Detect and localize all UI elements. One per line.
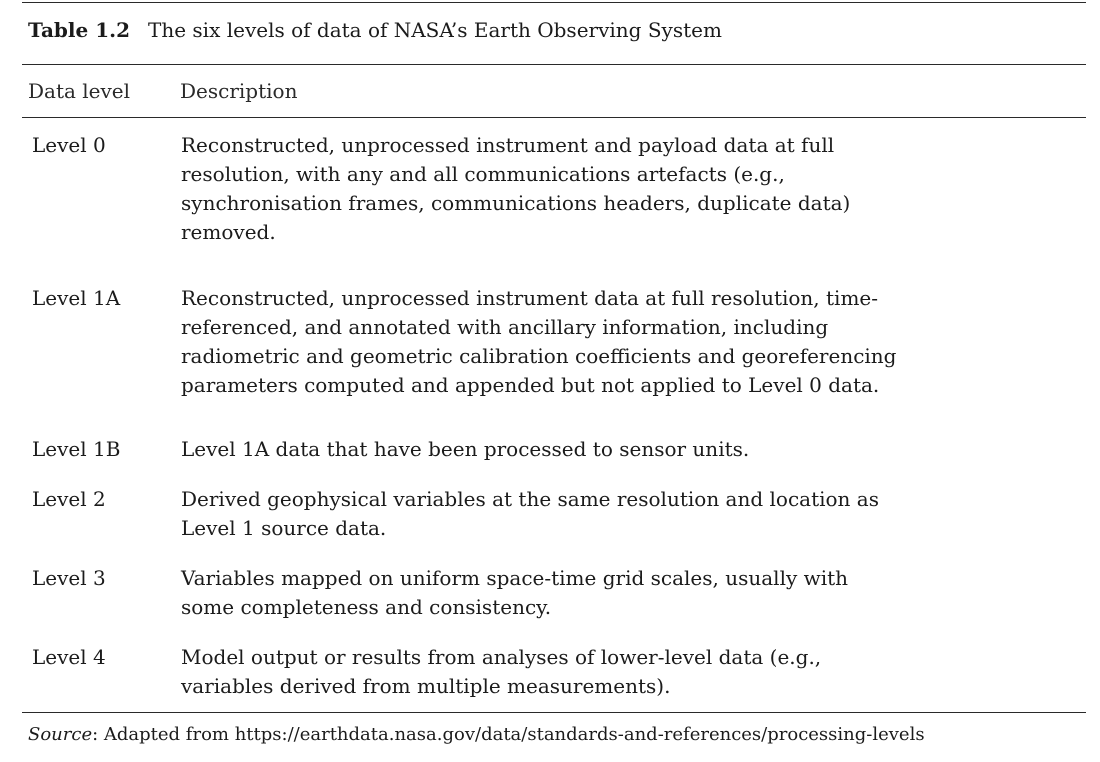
description-line: synchronisation frames, communications headers, duplicate data) — [181, 191, 851, 215]
table-title: The six levels of data of NASA’s Earth Observing System — [148, 18, 722, 42]
table-caption — [28, 14, 722, 46]
description-line: some completeness and consistency. — [181, 595, 552, 619]
description-line: removed. — [181, 220, 276, 244]
subheader-rule — [22, 117, 1086, 118]
column-header-description: Description — [180, 79, 298, 103]
description-line: Derived geophysical variables at the same resolution and location as — [181, 487, 879, 511]
description-line: Reconstructed, unprocessed instrument data at full resolution, time- — [181, 286, 879, 310]
row-level: Level 2 — [32, 487, 106, 511]
description-line: variables derived from multiple measurements). — [181, 674, 671, 698]
description-line: Level 1 source data. — [181, 516, 387, 540]
row-description — [181, 131, 1081, 247]
row-level: Level 1B — [32, 437, 121, 461]
description-line: Variables mapped on uniform space-time grid scales, usually with — [181, 566, 849, 590]
row-description — [181, 435, 1081, 464]
row-level: Level 4 — [32, 645, 106, 669]
row-description — [181, 485, 1081, 543]
header-rule — [22, 64, 1086, 65]
source-label: Source — [28, 724, 93, 745]
top-rule — [22, 2, 1086, 3]
description-line: resolution, with any and all communications artefacts (e.g., — [181, 162, 785, 186]
description-line: parameters computed and appended but not applied to Level 0 data. — [181, 373, 880, 397]
row-level: Level 0 — [32, 133, 106, 157]
description-line: radiometric and geometric calibration coefficients and georeferencing — [181, 344, 897, 368]
source-text: : Adapted from https://earthdata.nasa.gov/data/standards-and-references/processing-levels — [92, 724, 925, 745]
table-label: Table 1.2 — [28, 18, 130, 42]
column-header-data-level: Data level — [28, 79, 131, 103]
row-description — [181, 643, 1081, 701]
source-note — [28, 720, 925, 750]
description-line: Level 1A data that have been processed to sensor units. — [181, 437, 750, 461]
row-description — [181, 564, 1081, 622]
row-description — [181, 284, 1081, 400]
row-level: Level 1A — [32, 286, 121, 310]
description-line: referenced, and annotated with ancillary information, including — [181, 315, 829, 339]
row-level: Level 3 — [32, 566, 106, 590]
bottom-rule — [22, 712, 1086, 713]
description-line: Model output or results from analyses of lower-level data (e.g., — [181, 645, 822, 669]
description-line: Reconstructed, unprocessed instrument and payload data at full — [181, 133, 835, 157]
